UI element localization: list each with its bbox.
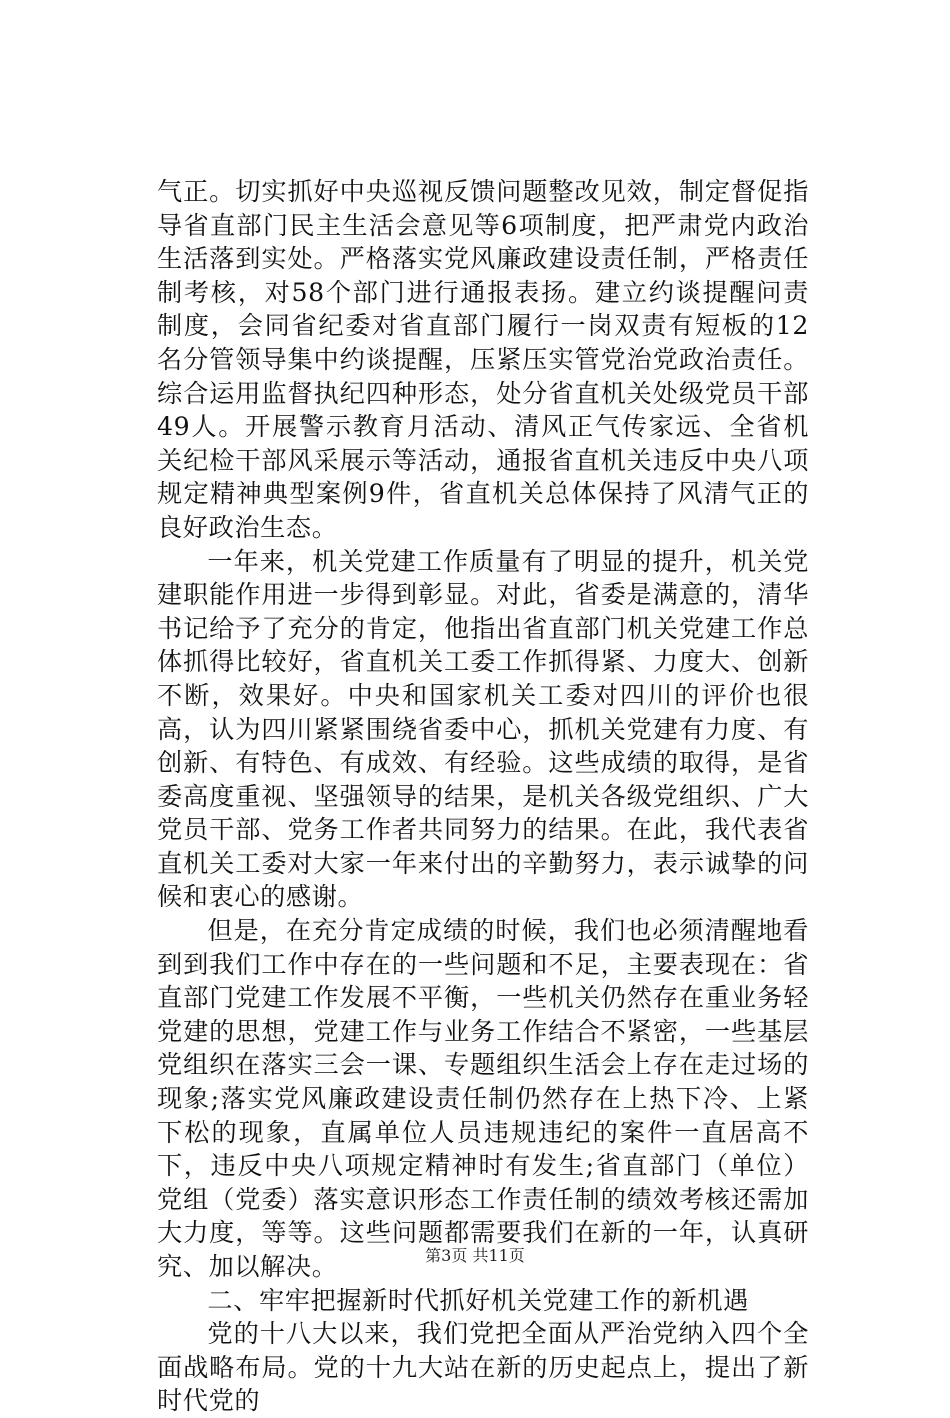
paragraph-3: 但是，在充分肯定成绩的时候，我们也必须清醒地看到到我们工作中存在的一些问题和不足，主要表现在：省直部门党建工作发展不平衡，一些机关仍然存在重业务轻党建的思想，党建工作与业务工作结合不紧密，一些基层党组织在落实三会一课、专题组织生活会上存在走过场的现象;落实党风廉政建设责任制仍然存在上热下冷、上紧下松的现象，直属单位人员违规违纪的案件一直居高不下，违反中央八项规定精神时有发生;省直部门（单位）党组（党委）落实意识形态工作责任制的绩效考核还需加大力度，等等。这些问题都需要我们在新的一年，认真研究、加以解决。: [157, 916, 809, 1281]
paragraph-1: 气正。切实抓好中央巡视反馈问题整改见效，制定督促指导省直部门民主生活会意见等6项制度，把严肃党内政治生活落到实处。严格落实党风廉政建设责任制，严格责任制考核，对58个部门进行通报表扬。建立约谈提醒问责制度，会同省纪委对省直部门履行一岗双责有短板的12名分管领导集中约谈提醒，压紧压实管党治党政治责任。综合运用监督执纪四种形态，处分省直机关处级党员干部49人。开展警示教育月活动、清风正气传家远、全省机关纪检干部风采展示等活动，通报省直机关违反中央八项规定精神典型案例9件，省直机关总体保持了风清气正的良好政治生态。: [157, 177, 809, 542]
paragraph-2: 一年来，机关党建工作质量有了明显的提升，机关党建职能作用进一步得到彰显。对此，省委是满意的，清华书记给予了充分的肯定，他指出省直部门机关党建工作总体抓得比较好，省直机关工委工作抓得紧、力度大、创新不断，效果好。中央和国家机关工委对四川的评价也很高，认为四川紧紧围绕省委中心，抓机关党建有力度、有创新、有特色、有成效、有经验。这些成绩的取得，是省委高度重视、坚强领导的结果，是机关各级党组织、广大党员干部、党务工作者共同努力的结果。在此，我代表省直机关工委对大家一年来付出的辛勤努力，表示诚挚的问候和衷心的感谢。: [157, 546, 809, 912]
section-heading: 二、牢牢把握新时代抓好机关党建工作的新机遇: [207, 1285, 749, 1315]
paragraph-4: 党的十八大以来，我们党把全面从严治党纳入四个全面战略布局。党的十九大站在新的历史起点上，提出了新时代党的: [157, 1319, 809, 1416]
document-body: [157, 175, 809, 1418]
page-number-footer: 第3页 共11页: [425, 1246, 525, 1265]
